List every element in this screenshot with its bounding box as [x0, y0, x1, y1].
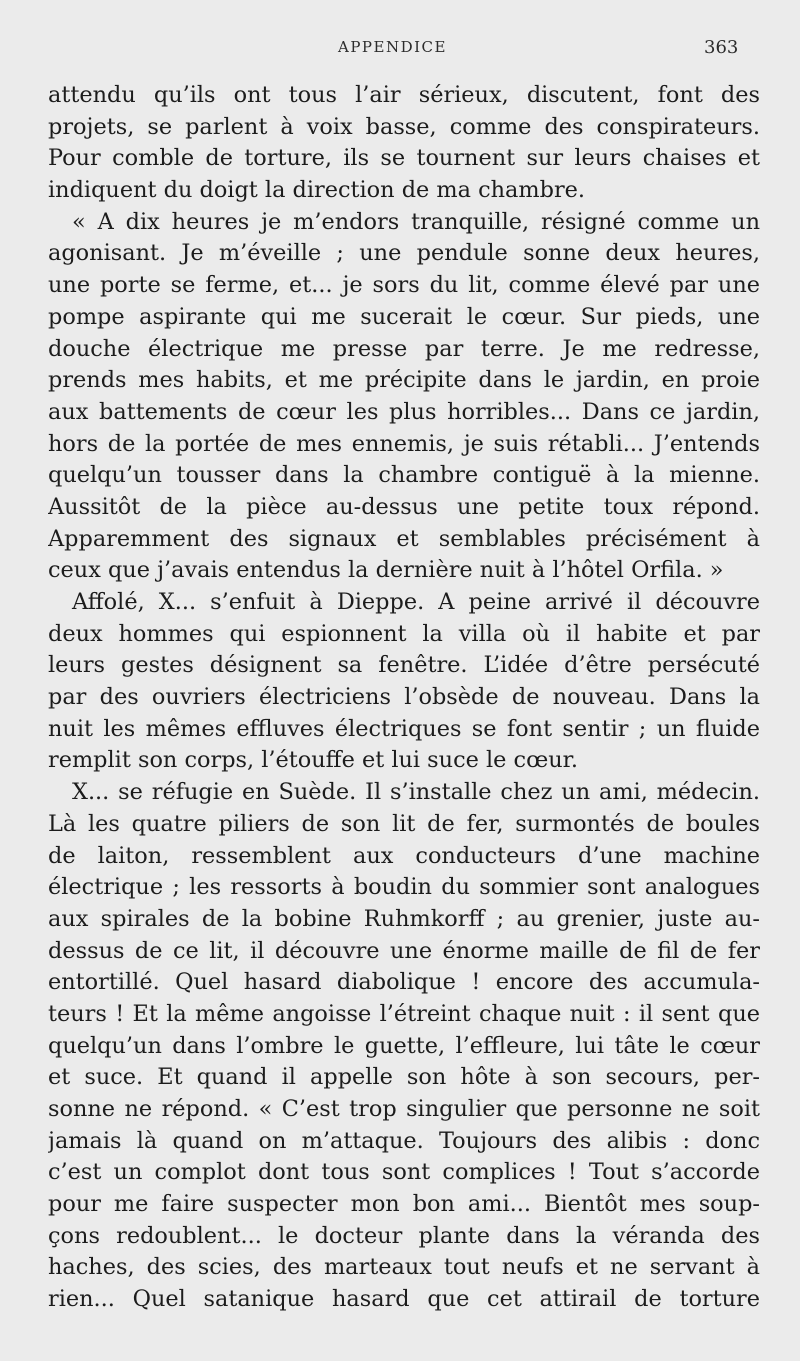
- text-line: ceux que j’avais entendus la dernière nuit à l’hôtel Orfila. »: [48, 557, 724, 584]
- text-line: quelqu’un dans l’ombre le guette, l’effleure, lui tâte le cœur: [48, 1032, 760, 1059]
- text-line: teurs ! Et la même angoisse l’étreint chaque nuit : il sent que: [48, 1000, 760, 1027]
- text-line: X... se réfugie en Suède. Il s’installe chez un ami, médecin.: [72, 779, 760, 806]
- running-title: APPENDICE: [338, 38, 447, 56]
- text-line: quelqu’un tousser dans la chambre contiguë à la mienne.: [48, 462, 760, 489]
- text-line: jamais là quand on m’attaque. Toujours des alibis : donc: [48, 1127, 760, 1154]
- text-line: prends mes habits, et me précipite dans le jardin, en proie: [48, 367, 760, 394]
- text-line: leurs gestes désignent sa fenêtre. L’idée d’être persécuté: [48, 652, 760, 679]
- text-line: Affolé, X... s’enfuit à Dieppe. A peine arrivé il découvre: [72, 589, 760, 615]
- text-line: Aussitôt de la pièce au-dessus une petite toux répond.: [48, 493, 760, 520]
- text-line: Pour comble de torture, ils se tournent sur leurs chaises et: [48, 145, 760, 172]
- text-line: « A dix heures je m’endors tranquille, résigné comme un: [72, 208, 760, 235]
- running-head: [0, 38, 800, 64]
- text-line: projets, se parlent à voix basse, comme des conspirateurs.: [48, 113, 760, 140]
- text-line: sonne ne répond. « C’est trop singulier que personne ne soit: [48, 1096, 760, 1122]
- text-line: pour me faire suspecter mon bon ami... Bientôt mes soup-: [48, 1191, 760, 1218]
- text-line: hors de la portée de mes ennemis, je suis rétabli... J’entends: [48, 430, 760, 457]
- text-line: électrique ; les ressorts à boudin du sommier sont analogues: [48, 874, 760, 901]
- text-line: Apparemment des signaux et semblables précisément à: [48, 525, 760, 552]
- page-number: 363: [704, 37, 739, 58]
- text-line: deux hommes qui espionnent la villa où il habite et par: [48, 620, 760, 647]
- text-line: une porte se ferme, et... je sors du lit, comme élevé par une: [48, 272, 760, 299]
- text-line: et suce. Et quand il appelle son hôte à son secours, per-: [48, 1064, 760, 1091]
- text-line: dessus de ce lit, il découvre une énorme maille de fil de fer: [48, 937, 760, 964]
- text-line: entortillé. Quel hasard diabolique ! encore des accumula-: [48, 969, 760, 996]
- text-line: de laiton, ressemblent aux conducteurs d’une machine: [48, 842, 760, 869]
- text-line: çons redoublent... le docteur plante dans la véranda des: [48, 1222, 760, 1249]
- text-line: remplit son corps, l’étouffe et lui suce le cœur.: [48, 747, 578, 774]
- text-line: c’est un complot dont tous sont complices ! Tout s’accorde: [48, 1159, 760, 1186]
- text-line: aux battements de cœur les plus horribles... Dans ce jardin,: [48, 398, 760, 425]
- text-line: par des ouvriers électriciens l’obsède de nouveau. Dans la: [48, 684, 760, 711]
- text-line: haches, des scies, des marteaux tout neufs et ne servant à: [48, 1254, 760, 1281]
- text-line: attendu qu’ils ont tous l’air sérieux, discutent, font des: [48, 82, 760, 108]
- text-line: rien... Quel satanique hasard que cet attirail de torture: [48, 1286, 760, 1313]
- text-line: Là les quatre piliers de son lit de fer, surmontés de boules: [48, 810, 760, 837]
- text-line: nuit les mêmes effluves électriques se font sentir ; un fluide: [48, 715, 760, 742]
- text-line: pompe aspirante qui me sucerait le cœur. Sur pieds, une: [48, 303, 760, 330]
- body-text: [48, 80, 760, 1350]
- text-line: indiquent du doigt la direction de ma chambre.: [48, 177, 586, 204]
- text-line: aux spirales de la bobine Ruhmkorff ; au grenier, juste au-: [48, 905, 760, 932]
- text-line: agonisant. Je m’éveille ; une pendule sonne deux heures,: [48, 240, 760, 267]
- text-line: douche électrique me presse par terre. Je me redresse,: [48, 335, 760, 362]
